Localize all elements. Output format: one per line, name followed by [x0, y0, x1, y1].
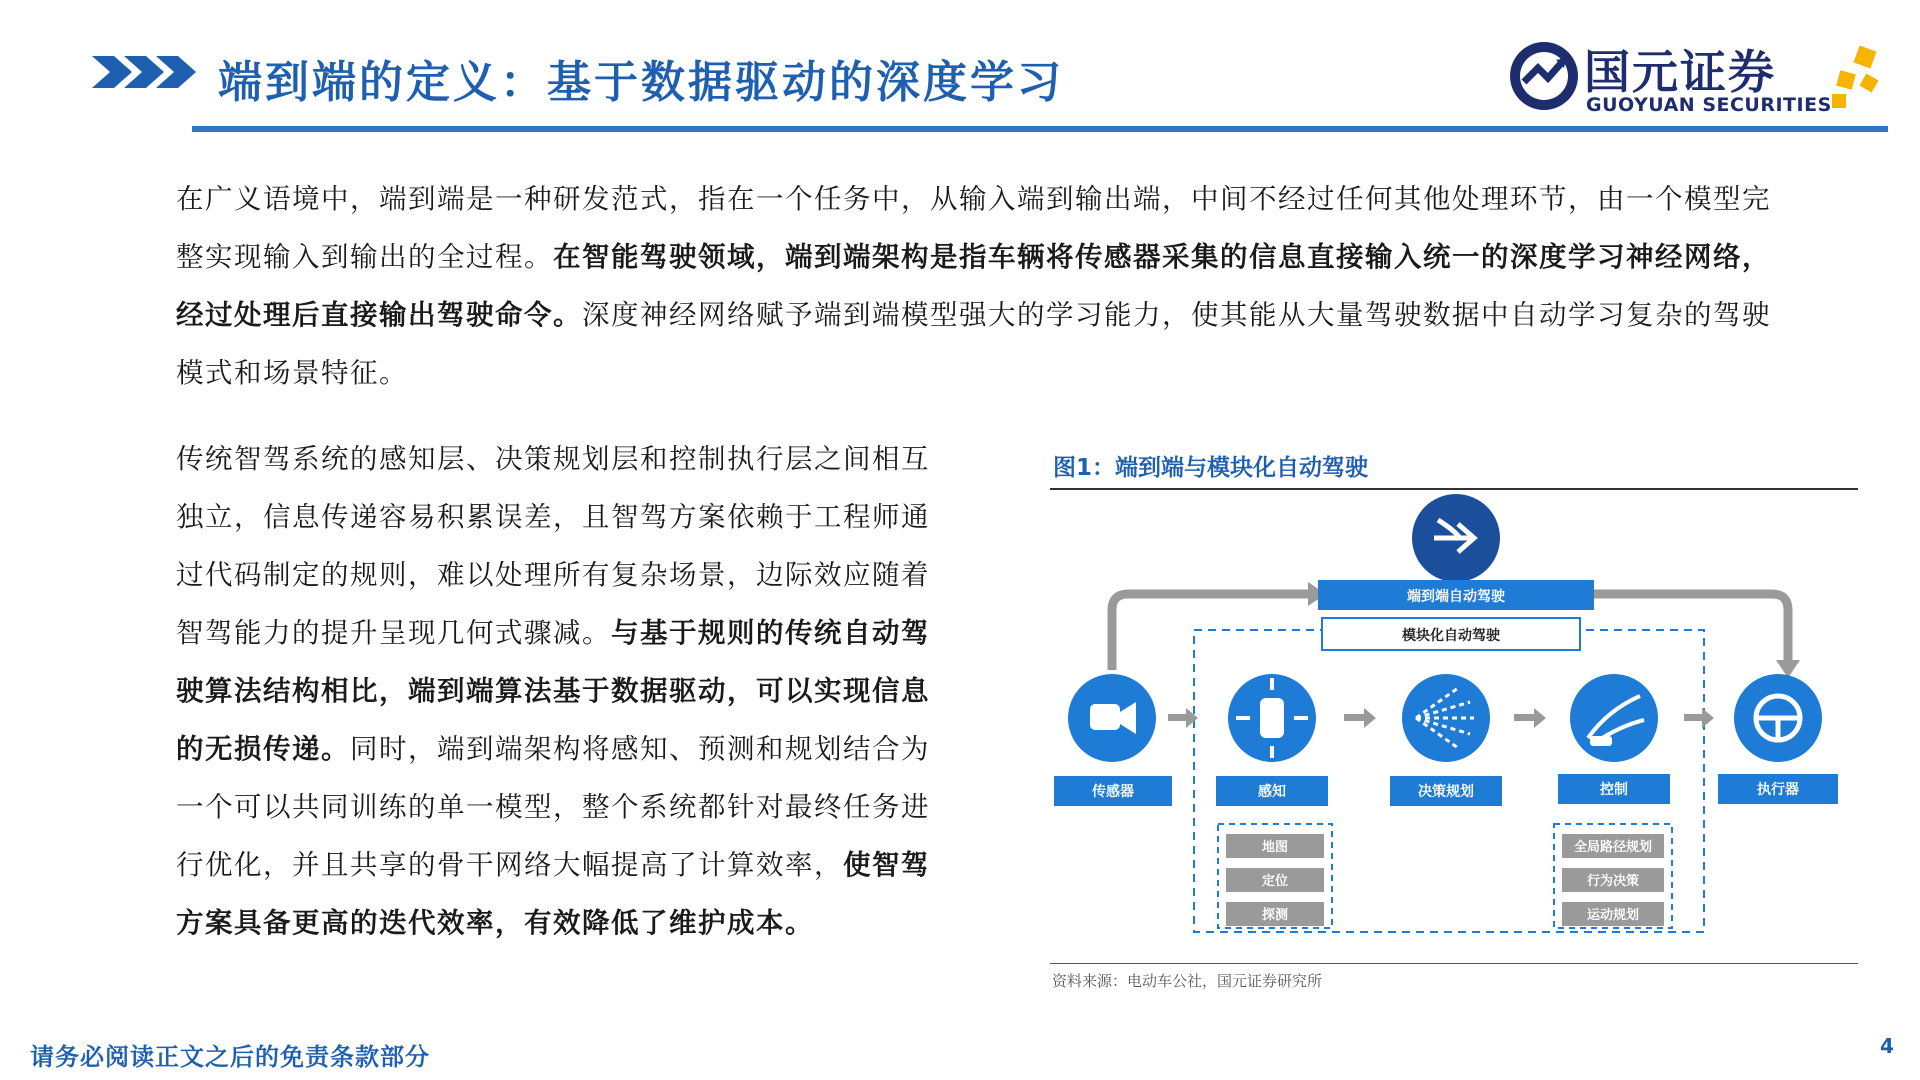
- disclaimer-note: 请务必阅读正文之后的免责条款部分: [30, 1043, 430, 1071]
- intro-sentence: 在广义语境中，端到端是一种研发范式，指在一个任务中，从输入端到输出端，中间不经过任何其他处理环节，由一个模型完整实现输入到输出的全过程。: [176, 183, 1771, 273]
- planning-node: [1390, 674, 1502, 806]
- svg-text:探测: 探测: [1261, 908, 1289, 923]
- comparison-bold-sentence: 与基于规则的传统自动驾驶算法结构相比，端到端算法基于数据驱动，可以实现信息的无损传递。: [176, 617, 930, 765]
- svg-text:行为决策: 行为决策: [1586, 874, 1640, 889]
- e2e-icon: [1412, 494, 1500, 582]
- svg-text:控制: 控制: [1600, 782, 1628, 798]
- page-title: 端到端的定义：基于数据驱动的深度学习: [218, 57, 1064, 108]
- perception-node: [1216, 674, 1328, 806]
- svg-text:传感器: 传感器: [1092, 784, 1134, 800]
- svg-text:地图: 地图: [1261, 840, 1289, 855]
- company-logo-en: GUOYUAN SECURITIES: [1586, 94, 1832, 116]
- header-divider: [192, 126, 1888, 132]
- figure-source: 资料来源：电动车公社，国元证券研究所: [1052, 972, 1323, 990]
- e2e-vs-modular-diagram: [1050, 490, 1858, 962]
- svg-text:运动规划: 运动规划: [1586, 908, 1640, 923]
- svg-text:感知: 感知: [1258, 784, 1286, 800]
- control-sub-list: [1562, 834, 1664, 926]
- sensor-node: [1054, 674, 1172, 806]
- intro-bold-sentence: 在智能驾驶领域，端到端架构是指车辆将传感器采集的信息直接输入统一的深度学习神经网络，经过处理后直接输出驾驶命令。: [176, 241, 1771, 331]
- control-node: [1558, 674, 1670, 804]
- comparison-sentence: 同时，端到端架构将感知、预测和规划结合为一个可以共同训练的单一模型，整个系统都针对最终任务进行优化，并且共享的骨干网络大幅提高了计算效率，: [176, 733, 930, 881]
- comparison-paragraph: [176, 430, 956, 952]
- intro-paragraph: [176, 170, 1788, 402]
- modular-label: 模块化自动驾驶: [1402, 628, 1500, 644]
- company-logo-cn: 国元证券: [1584, 45, 1776, 99]
- chevron-icon: [156, 56, 204, 88]
- actuator-node: [1718, 674, 1838, 804]
- intro-sentence: 深度神经网络赋予端到端模型强大的学习能力，使其能从大量驾驶数据中自动学习复杂的驾驶模式和场景特征。: [176, 299, 1771, 389]
- svg-text:全局路径规划: 全局路径规划: [1573, 840, 1653, 855]
- figure-bottom-rule: [1050, 963, 1858, 964]
- svg-text:执行器: 执行器: [1757, 782, 1799, 798]
- e2e-label: 端到端自动驾驶: [1407, 589, 1505, 605]
- figure-title: 图1：端到端与模块化自动驾驶: [1053, 455, 1369, 481]
- svg-text:定位: 定位: [1261, 874, 1289, 889]
- logo-accent-icon: [1828, 46, 1888, 112]
- comparison-bold-sentence: 使智驾方案具备更高的迭代效率，有效降低了维护成本。: [176, 849, 930, 939]
- company-logo-icon: [1506, 38, 1582, 114]
- page-number: 4: [1880, 1034, 1894, 1058]
- perception-sub-list: [1226, 834, 1324, 926]
- e2e-flow-arrow: [1112, 594, 1310, 670]
- svg-text:决策规划: 决策规划: [1418, 784, 1474, 800]
- comparison-sentence: 传统智驾系统的感知层、决策规划层和控制执行层之间相互独立，信息传递容易积累误差，且智驾方案依赖于工程师通过代码制定的规则，难以处理所有复杂场景，边际效应随着智驾能力的提升呈现几何式骤减。: [176, 443, 930, 649]
